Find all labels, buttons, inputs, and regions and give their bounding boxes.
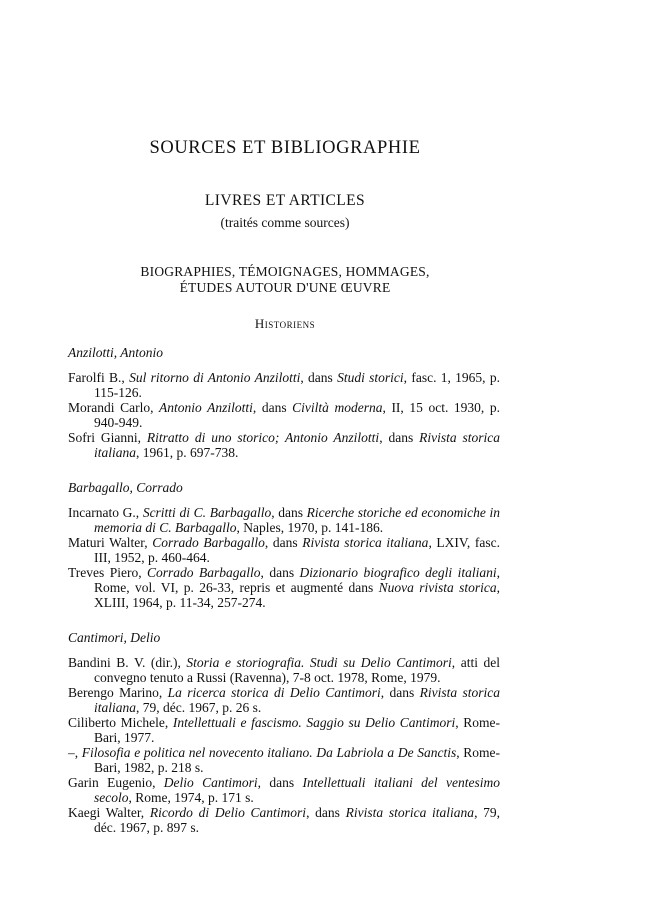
bibliography-group	[68, 345, 500, 460]
entry-text: , 79, déc. 1967, p. 897 s.	[94, 805, 501, 835]
entry-text: Morandi Carlo,	[68, 400, 160, 415]
entry-title-italic: Ricerche storiche ed economiche in memoria di C. Barbagallo	[94, 505, 501, 535]
entry-title-italic: Ricordo di Delio Cantimori	[149, 805, 307, 820]
entry-text: , 1961, p. 697-738.	[136, 445, 239, 460]
entry-title-italic: Rivista storica italiana	[94, 685, 500, 715]
entry-title-italic: Antonio Anzilotti	[159, 400, 253, 415]
group-title: Cantimori, Delio	[68, 630, 161, 645]
bibliography-entry	[68, 565, 500, 610]
entry-text: Farolfi B.,	[68, 370, 130, 385]
entry-text: Garin Eugenio,	[68, 775, 164, 790]
entry-text: Incarnato G.,	[68, 505, 143, 520]
entry-text: Berengo Marino,	[68, 685, 168, 700]
entry-text: Maturi Walter,	[68, 535, 153, 550]
entry-text: Treves Piero,	[68, 565, 148, 580]
entry-text: , Rome, 1974, p. 171 s.	[128, 790, 254, 805]
entry-text: , Rome-Bari, 1982, p. 218 s.	[94, 745, 500, 775]
bibliography-entry	[68, 715, 500, 745]
category-heading: Historiens	[254, 316, 316, 331]
entry-text: , Rome, vol. VI, p. 26-33, repris et augmenté dans	[94, 565, 500, 595]
bibliography-group	[68, 630, 500, 835]
group-title: Anzilotti, Antonio	[68, 345, 164, 360]
bibliography-entry	[68, 400, 500, 430]
entry-text: , dans	[257, 775, 303, 790]
entry-text: –,	[68, 745, 82, 760]
entry-text: , dans	[300, 370, 338, 385]
entry-title-italic: Rivista storica italiana	[345, 805, 475, 820]
bibliography-entry	[68, 745, 500, 775]
bibliography-entry	[68, 505, 500, 535]
entry-text: , dans	[271, 505, 307, 520]
entry-title-italic: Nuova rivista storica	[378, 580, 497, 595]
bibliography-group	[68, 480, 500, 610]
entry-title-italic: Intellettuali italiani del ventesimo secolo	[94, 775, 500, 805]
entry-title-italic: Dizionario biografico degli italiani	[299, 565, 497, 580]
entry-title-italic: Ritratto di uno storico; Antonio Anzilotti	[146, 430, 380, 445]
entry-text: , II, 15 oct. 1930, p. 940-949.	[94, 400, 500, 430]
entry-title-italic: Storia e storiografia. Studi su Delio Cantimori	[186, 655, 452, 670]
entry-text: , atti del convegno tenuto a Russi (Ravenna), 7-8 oct. 1978, Rome, 1979.	[94, 655, 500, 685]
entry-text: , LXIV, fasc. III, 1952, p. 460-464.	[94, 535, 501, 565]
group-title: Barbagallo, Corrado	[68, 480, 183, 495]
entry-title-italic: Sul ritorno di Antonio Anzilotti	[129, 370, 301, 385]
entry-text: , fasc. 1, 1965, p. 115-126.	[94, 370, 500, 400]
entry-text: , XLIII, 1964, p. 11-34, 257-274.	[94, 580, 501, 610]
entry-text: , dans	[380, 685, 420, 700]
subsection-heading	[0, 264, 570, 296]
entry-title-italic: Intellettuali e fascismo. Saggio su Delio Cantimori	[172, 715, 456, 730]
bibliography-list	[68, 345, 500, 855]
entry-text: , dans	[252, 400, 293, 415]
section-subnote: (traités comme sources)	[220, 215, 350, 230]
page-title: SOURCES ET BIBLIOGRAPHIE	[149, 138, 421, 158]
bibliography-entry	[68, 370, 500, 400]
entry-text: , dans	[306, 805, 346, 820]
entry-title-italic: Corrado Barbagallo	[147, 565, 261, 580]
entry-text: , Rome-Bari, 1977.	[94, 715, 500, 745]
entry-title-italic: Civiltà moderna	[292, 400, 383, 415]
entry-title-italic: La ricerca storica di Delio Cantimori	[167, 685, 381, 700]
entry-text: Bandini B. V. (dir.),	[68, 655, 187, 670]
entry-title-italic: Corrado Barbagallo	[152, 535, 265, 550]
entry-text: , dans	[260, 565, 300, 580]
subsection-heading-line-2: ÉTUDES AUTOUR D'UNE ŒUVRE	[179, 280, 391, 295]
bibliography-entry	[68, 805, 500, 835]
entry-title-italic: Studi storici	[337, 370, 404, 385]
bibliography-entry	[68, 535, 500, 565]
bibliography-entry	[68, 685, 500, 715]
entry-text: , dans	[264, 535, 303, 550]
entry-text: Ciliberto Michele,	[68, 715, 173, 730]
bibliography-entry	[68, 430, 500, 460]
entry-text: , Naples, 1970, p. 141-186.	[236, 520, 384, 535]
subsection-heading-line-1: BIOGRAPHIES, TÉMOIGNAGES, HOMMAGES,	[140, 264, 430, 279]
entry-text: , dans	[379, 430, 420, 445]
entry-text: Kaegi Walter,	[68, 805, 150, 820]
entry-title-italic: Delio Cantimori	[163, 775, 258, 790]
entry-text: Sofri Gianni,	[68, 430, 147, 445]
section-subtitle: LIVRES ET ARTICLES	[204, 192, 366, 209]
entry-title-italic: Filosofia e politica nel novecento italiano. Da Labriola a De Sanctis	[81, 745, 457, 760]
entry-title-italic: Scritti di C. Barbagallo	[142, 505, 272, 520]
bibliography-entry	[68, 775, 500, 805]
entry-title-italic: Rivista storica italiana	[94, 430, 501, 460]
entry-text: , 79, déc. 1967, p. 26 s.	[136, 700, 262, 715]
bibliography-entry	[68, 655, 500, 685]
entry-title-italic: Rivista storica italiana	[302, 535, 429, 550]
